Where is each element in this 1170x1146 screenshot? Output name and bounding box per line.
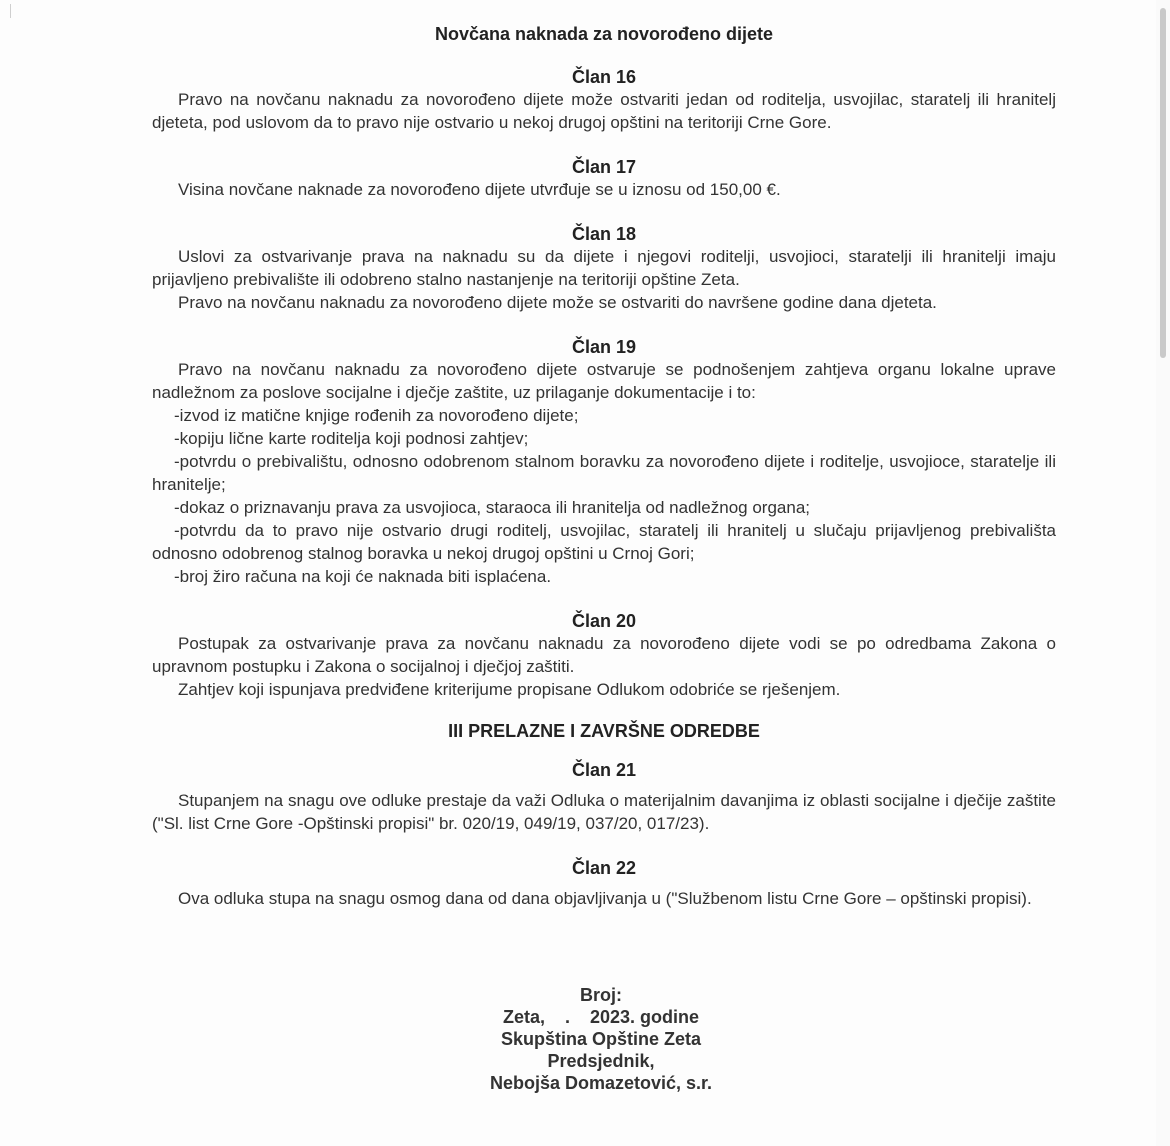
article-paragraph: Visina novčane naknade za novorođeno dijete utvrđuje se u iznosu od 150,00 €.: [178, 180, 781, 199]
article-19: [152, 336, 1056, 588]
section-title: III PRELAZNE I ZAVRŠNE ODREDBE: [448, 721, 760, 741]
list-item: -izvod iz matične knjige rođenih za novorođeno dijete;: [174, 406, 579, 425]
article-22: [152, 857, 1056, 910]
article-paragraph: Ova odluka stupa na snagu osmog dana od dana objavljivanja u ("Službenom listu Crne Gore – opštinski propisi).: [178, 889, 1032, 908]
article-16: [152, 66, 1056, 134]
article-paragraph: Postupak za ostvarivanje prava za novčanu naknadu za novorođeno dijete vodi se po odredbama Zakona o upravnom postupku i Zakona o socijalnoj i dječjoj zaštiti.: [152, 634, 1056, 676]
article-paragraph: Pravo na novčanu naknadu za novorođeno dijete može se ostvariti do navršene godine dana djeteta.: [178, 293, 937, 312]
signature-role: Predsjednik,: [547, 1051, 655, 1071]
article-21: [152, 759, 1056, 835]
list-item: -dokaz o priznavanju prava za usvojioca, staraoca ili hranitelja od nadležnog organa;: [174, 498, 810, 517]
article-heading: Član 19: [571, 337, 637, 357]
signature-block: [0, 984, 1170, 1094]
article-heading: Član 20: [571, 611, 637, 631]
article-paragraph: Uslovi za ostvarivanje prava na naknadu su da dijete i njegovi roditelji, usvojioci, staratelji ili hranitelji imaju prijavljeno prebivalište ili odobreno stalno nastanjenje na teritoriji opštine Zeta.: [152, 247, 1056, 289]
article-heading: Član 22: [571, 858, 637, 878]
scrollbar-thumb[interactable]: [1160, 8, 1166, 358]
article-paragraph: Pravo na novčanu naknadu za novorođeno dijete ostvaruje se podnošenjem zahtjeva organu lokalne uprave nadležnom za poslove socijalne i dječje zaštite, uz prilaganje dokumentacije i to:: [152, 360, 1056, 402]
article-18: [152, 223, 1056, 314]
signature-place-date: Zeta, . 2023. godine: [502, 1007, 700, 1027]
list-item: -potvrdu o prebivalištu, odnosno odobrenom stalnom boravku za novorođeno dijete i roditelje, usvojioce, staratelje ili hranitelje;: [152, 452, 1056, 494]
article-heading: Član 18: [571, 224, 637, 244]
document-content: [152, 22, 1056, 932]
article-paragraph: Zahtjev koji ispunjava predviđene kriterijume propisane Odlukom odobriće se rješenjem.: [178, 680, 841, 699]
article-heading: Član 21: [571, 760, 637, 780]
signature-assembly: Skupština Opštine Zeta: [500, 1029, 702, 1049]
article-paragraph: Pravo na novčanu naknadu za novorođeno dijete može ostvariti jedan od roditelja, usvojilac, staratelj ili hranitelj djeteta, pod uslovom da to pravo nije ostvario u nekoj drugoj opštini na teritoriji Crne Gore.: [152, 90, 1056, 132]
article-heading: Član 16: [571, 67, 637, 87]
article-20: [152, 610, 1056, 701]
list-item: -kopiju lične karte roditelja koji podnosi zahtjev;: [174, 429, 529, 448]
article-paragraph: Stupanjem na snagu ove odluke prestaje da važi Odluka o materijalnim davanjima iz oblasti socijalne i dječije zaštite ("Sl. list Crne Gore -Opštinski propisi" br. 020/19, 049/19, 037/20, 017/23).: [152, 791, 1056, 833]
list-item: -potvrdu da to pravo nije ostvario drugi roditelj, usvojilac, staratelj ili hranitelj u slučaju prijavljenog prebivališta odnosno odobrenog stalnog boravka u nekoj drugoj opštini u Crnoj Gori;: [152, 521, 1056, 563]
article-heading: Član 17: [571, 157, 637, 177]
article-17: [152, 156, 1056, 201]
list-item: -broj žiro računa na koji će naknada biti isplaćena.: [174, 567, 552, 586]
corner-mark: [10, 4, 11, 18]
signature-name: Nebojša Domazetović, s.r.: [489, 1073, 713, 1093]
scrollbar-track[interactable]: [1156, 0, 1170, 1146]
signature-number: Broj:: [580, 985, 622, 1005]
document-title: Novčana naknada za novorođeno dijete: [434, 24, 774, 44]
